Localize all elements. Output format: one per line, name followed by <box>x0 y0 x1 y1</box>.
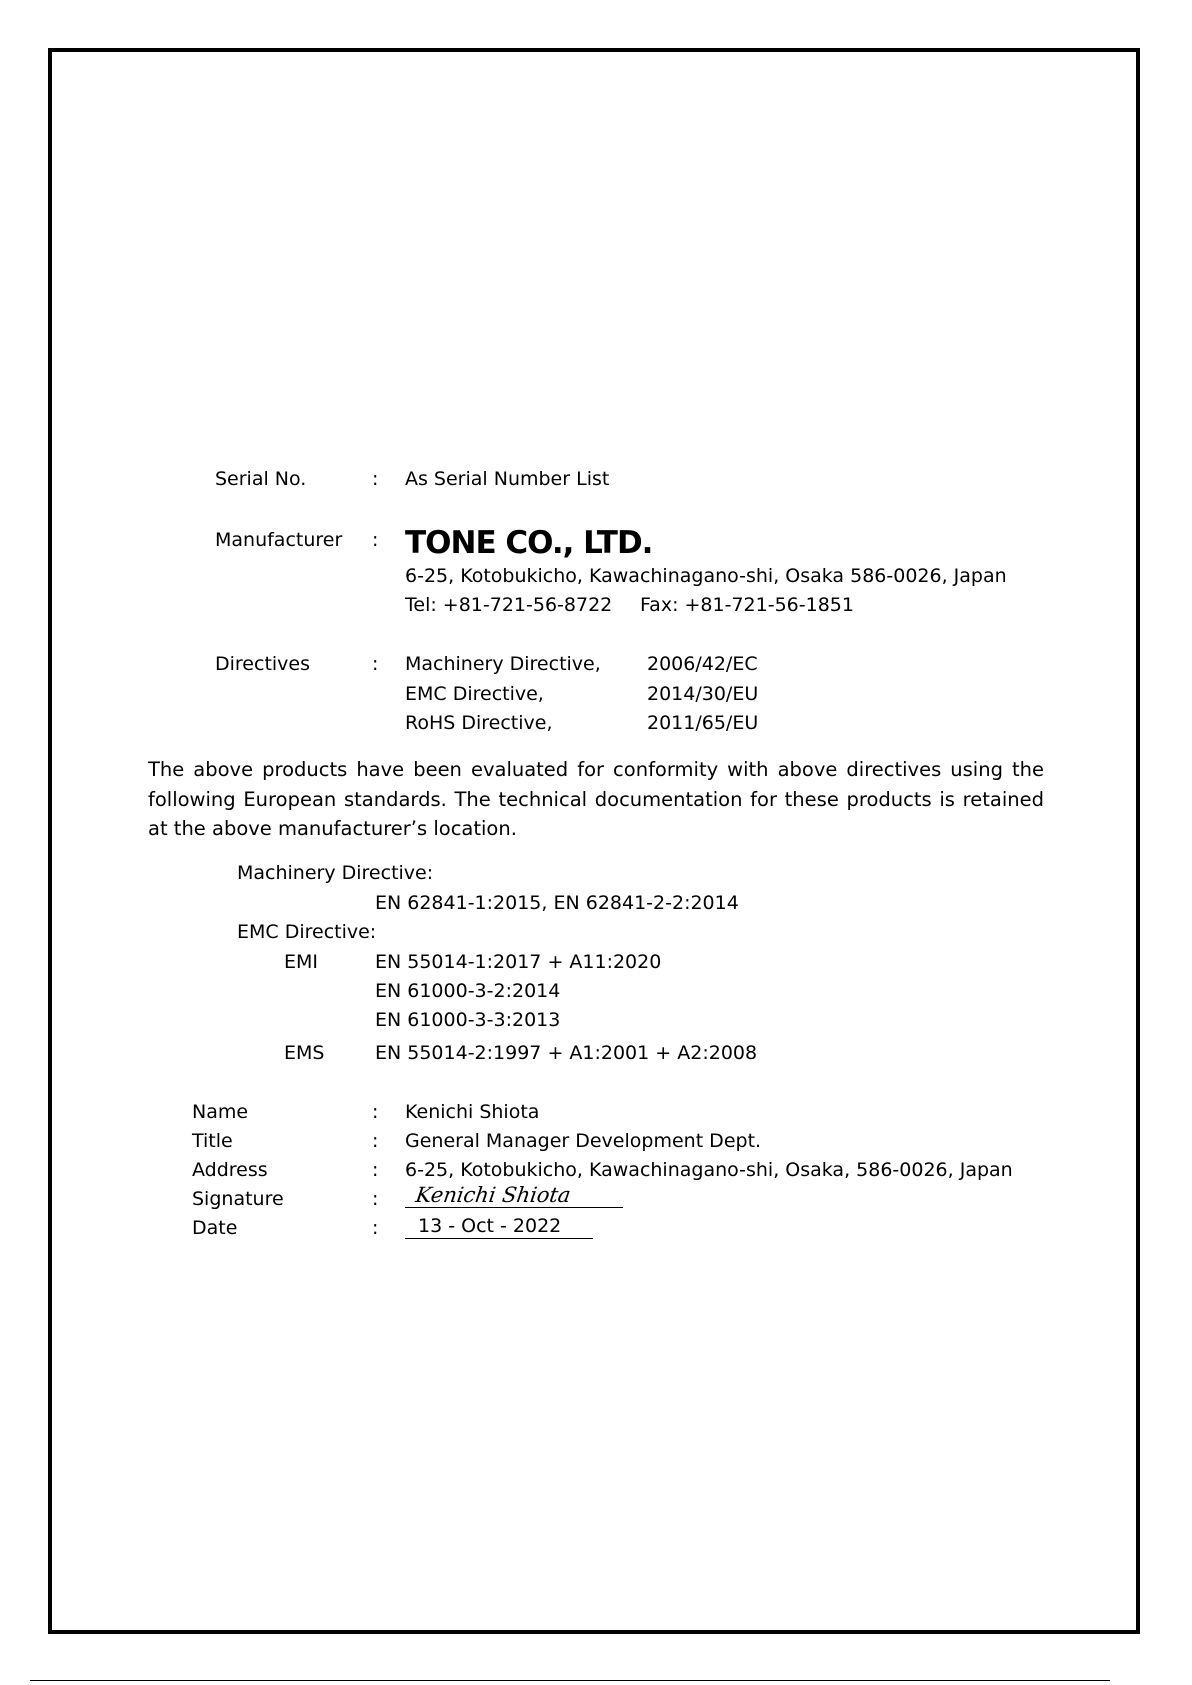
emi-standard: EN 61000-3-2:2014 <box>375 980 561 1002</box>
directive-code: 2014/30/EU <box>647 683 759 705</box>
ems-standard: EN 55014-2:1997 + A1:2001 + A2:2008 <box>375 1042 758 1064</box>
emi-standard: EN 55014-1:2017 + A11:2020 <box>375 951 662 973</box>
machinery-heading: Machinery Directive: <box>237 862 434 884</box>
svg-text:Kenichi Shiota: Kenichi Shiota <box>414 1182 573 1207</box>
title-label: Title <box>192 1130 233 1152</box>
signature-label: Signature <box>192 1188 284 1210</box>
serial-colon: : <box>372 468 379 490</box>
name-label: Name <box>192 1101 249 1123</box>
serial-label: Serial No. <box>215 468 307 490</box>
date-value: 13 - Oct - 2022 <box>418 1215 562 1237</box>
ems-label: EMS <box>284 1042 325 1064</box>
title-value: General Manager Development Dept. <box>405 1130 762 1152</box>
title-colon: : <box>372 1130 379 1152</box>
manufacturer-fax: Fax: +81-721-56-1851 <box>640 594 854 616</box>
emi-label: EMI <box>284 951 319 973</box>
directive-code: 2011/65/EU <box>647 712 759 734</box>
directive-name: Machinery Directive, <box>405 653 601 675</box>
address-colon: : <box>372 1159 379 1181</box>
directive-code: 2006/42/EC <box>647 653 758 675</box>
directives-colon: : <box>372 653 379 675</box>
manufacturer-tel: Tel: +81-721-56-8722 <box>405 594 613 616</box>
conformity-statement: The above products have been evaluated for conformity with above directives using the following European standards. The technical documentation for these products is retained at the above manufacturer’s location. <box>148 758 1044 840</box>
directives-label: Directives <box>215 653 310 675</box>
name-colon: : <box>372 1101 379 1123</box>
manufacturer-label: Manufacturer <box>215 529 343 551</box>
name-value: Kenichi Shiota <box>405 1101 540 1123</box>
emi-standard: EN 61000-3-3:2013 <box>375 1009 561 1031</box>
emc-heading: EMC Directive: <box>237 921 377 943</box>
handwritten-signature <box>410 1180 630 1210</box>
address-value: 6-25, Kotobukicho, Kawachinagano-shi, Osaka, 586-0026, Japan <box>405 1159 1013 1181</box>
manufacturer-colon: : <box>372 529 379 551</box>
signature-colon: : <box>372 1188 379 1210</box>
directive-name: RoHS Directive, <box>405 712 553 734</box>
date-label: Date <box>192 1217 238 1239</box>
manufacturer-address: 6-25, Kotobukicho, Kawachinagano-shi, Osaka 586-0026, Japan <box>405 565 1007 587</box>
signature-underline <box>405 1207 623 1208</box>
address-label: Address <box>192 1159 268 1181</box>
date-colon: : <box>372 1217 379 1239</box>
directive-name: EMC Directive, <box>405 683 544 705</box>
manufacturer-logo: TONE CO., LTD. <box>405 525 653 561</box>
serial-value: As Serial Number List <box>405 468 610 490</box>
machinery-standards: EN 62841-1:2015, EN 62841-2-2:2014 <box>375 892 739 914</box>
date-underline <box>405 1238 593 1239</box>
page-bottom-rule <box>30 1680 1110 1681</box>
